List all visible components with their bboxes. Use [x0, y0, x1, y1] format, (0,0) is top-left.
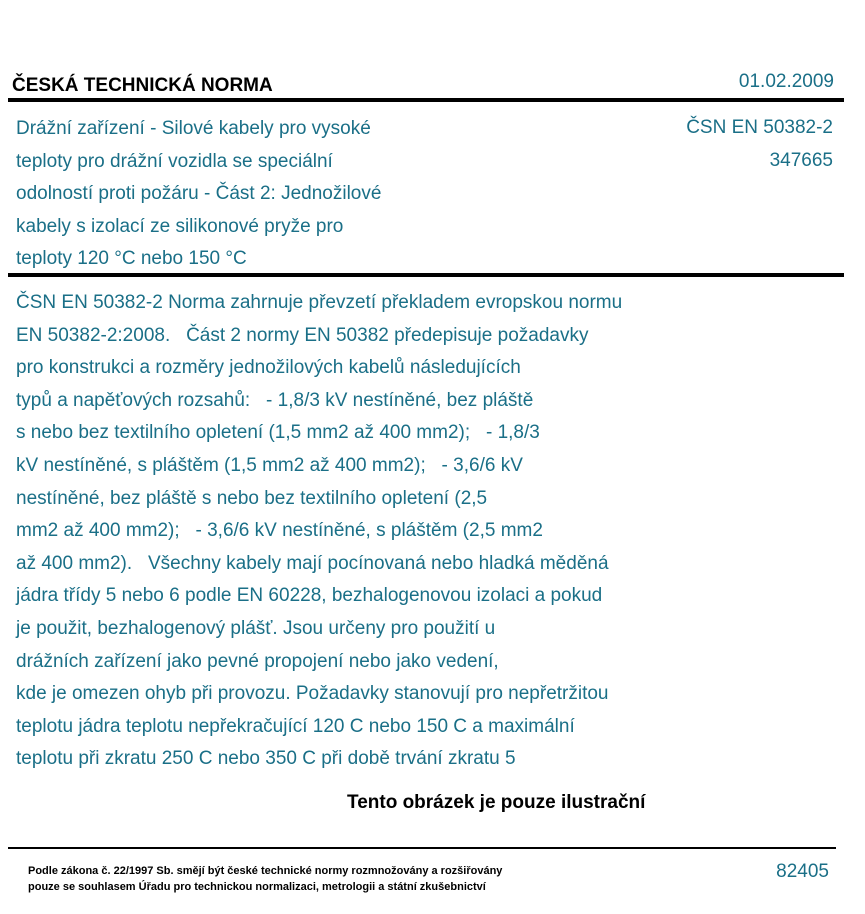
standard-title [16, 113, 516, 276]
footer-divider [8, 847, 836, 849]
abstract-line: kV nestíněné, s pláštěm (1,5 mm2 až 400 mm2); - 3,6/6 kV [16, 454, 523, 476]
abstract-line: s nebo bez textilního opletení (1,5 mm2 až 400 mm2); - 1,8/3 [16, 422, 540, 444]
legal-notice-line: pouze se souhlasem Úřadu pro technickou normalizaci, metrologii a státní zkušebnictví [28, 881, 486, 893]
abstract-line: EN 50382-2:2008. Část 2 normy EN 50382 předepisuje požadavky [16, 324, 589, 346]
abstract-text [16, 287, 736, 776]
standard-code: ČSN EN 50382-2 [686, 117, 833, 138]
abstract-line: teplotu jádra teplotu nepřekračující 120 C nebo 150 C a maximální [16, 715, 575, 737]
abstract-line: drážních zařízení jako pevné propojení nebo jako vedení, [16, 650, 499, 672]
abstract-line: pro konstrukci a rozměry jednožilových kabelů následujících [16, 357, 521, 379]
legal-notice-line: Podle zákona č. 22/1997 Sb. smějí být české technické normy rozmnožovány a rozšiřovány [28, 865, 503, 877]
publication-date: 01.02.2009 [738, 71, 834, 92]
illustration-disclaimer: Tento obrázek je pouze ilustrační [347, 792, 646, 813]
catalog-number: 347665 [769, 150, 833, 171]
standard-title-line: teploty 120 °C nebo 150 °C [16, 248, 247, 270]
title-divider [8, 273, 844, 277]
document-heading: ČESKÁ TECHNICKÁ NORMA [12, 75, 273, 96]
standard-title-line: kabely s izolací ze silikonové pryže pro [16, 215, 344, 237]
abstract-line: je použit, bezhalogenový plášť. Jsou určeny pro použití u [16, 617, 496, 639]
abstract-line: kde je omezen ohyb při provozu. Požadavky stanovují pro nepřetržitou [16, 683, 609, 705]
standard-title-line: Drážní zařízení - Silové kabely pro vysoké [16, 118, 371, 139]
abstract-line: ČSN EN 50382-2 Norma zahrnuje převzetí překladem evropskou normu [16, 292, 623, 313]
abstract-line: jádra třídy 5 nebo 6 podle EN 60228, bezhalogenovou izolaci a pokud [16, 585, 603, 607]
abstract-line: až 400 mm2). Všechny kabely mají pocínovaná nebo hladká měděná [16, 552, 609, 574]
abstract-line: nestíněné, bez pláště s nebo bez textilního opletení (2,5 [16, 487, 488, 509]
abstract-line: teplotu při zkratu 250 C nebo 350 C při době trvání zkratu 5 [16, 748, 516, 770]
legal-notice [28, 863, 502, 895]
standard-title-line: odolností proti požáru - Část 2: Jednožilové [16, 183, 382, 205]
abstract-line: typů a napěťových rozsahů: - 1,8/3 kV nestíněné, bez pláště [16, 389, 534, 411]
header-divider [8, 98, 844, 102]
footer-number: 82405 [776, 861, 829, 882]
standard-title-line: teploty pro drážní vozidla se speciální [16, 150, 333, 172]
abstract-line: mm2 až 400 mm2); - 3,6/6 kV nestíněné, s pláštěm (2,5 mm2 [16, 520, 543, 542]
